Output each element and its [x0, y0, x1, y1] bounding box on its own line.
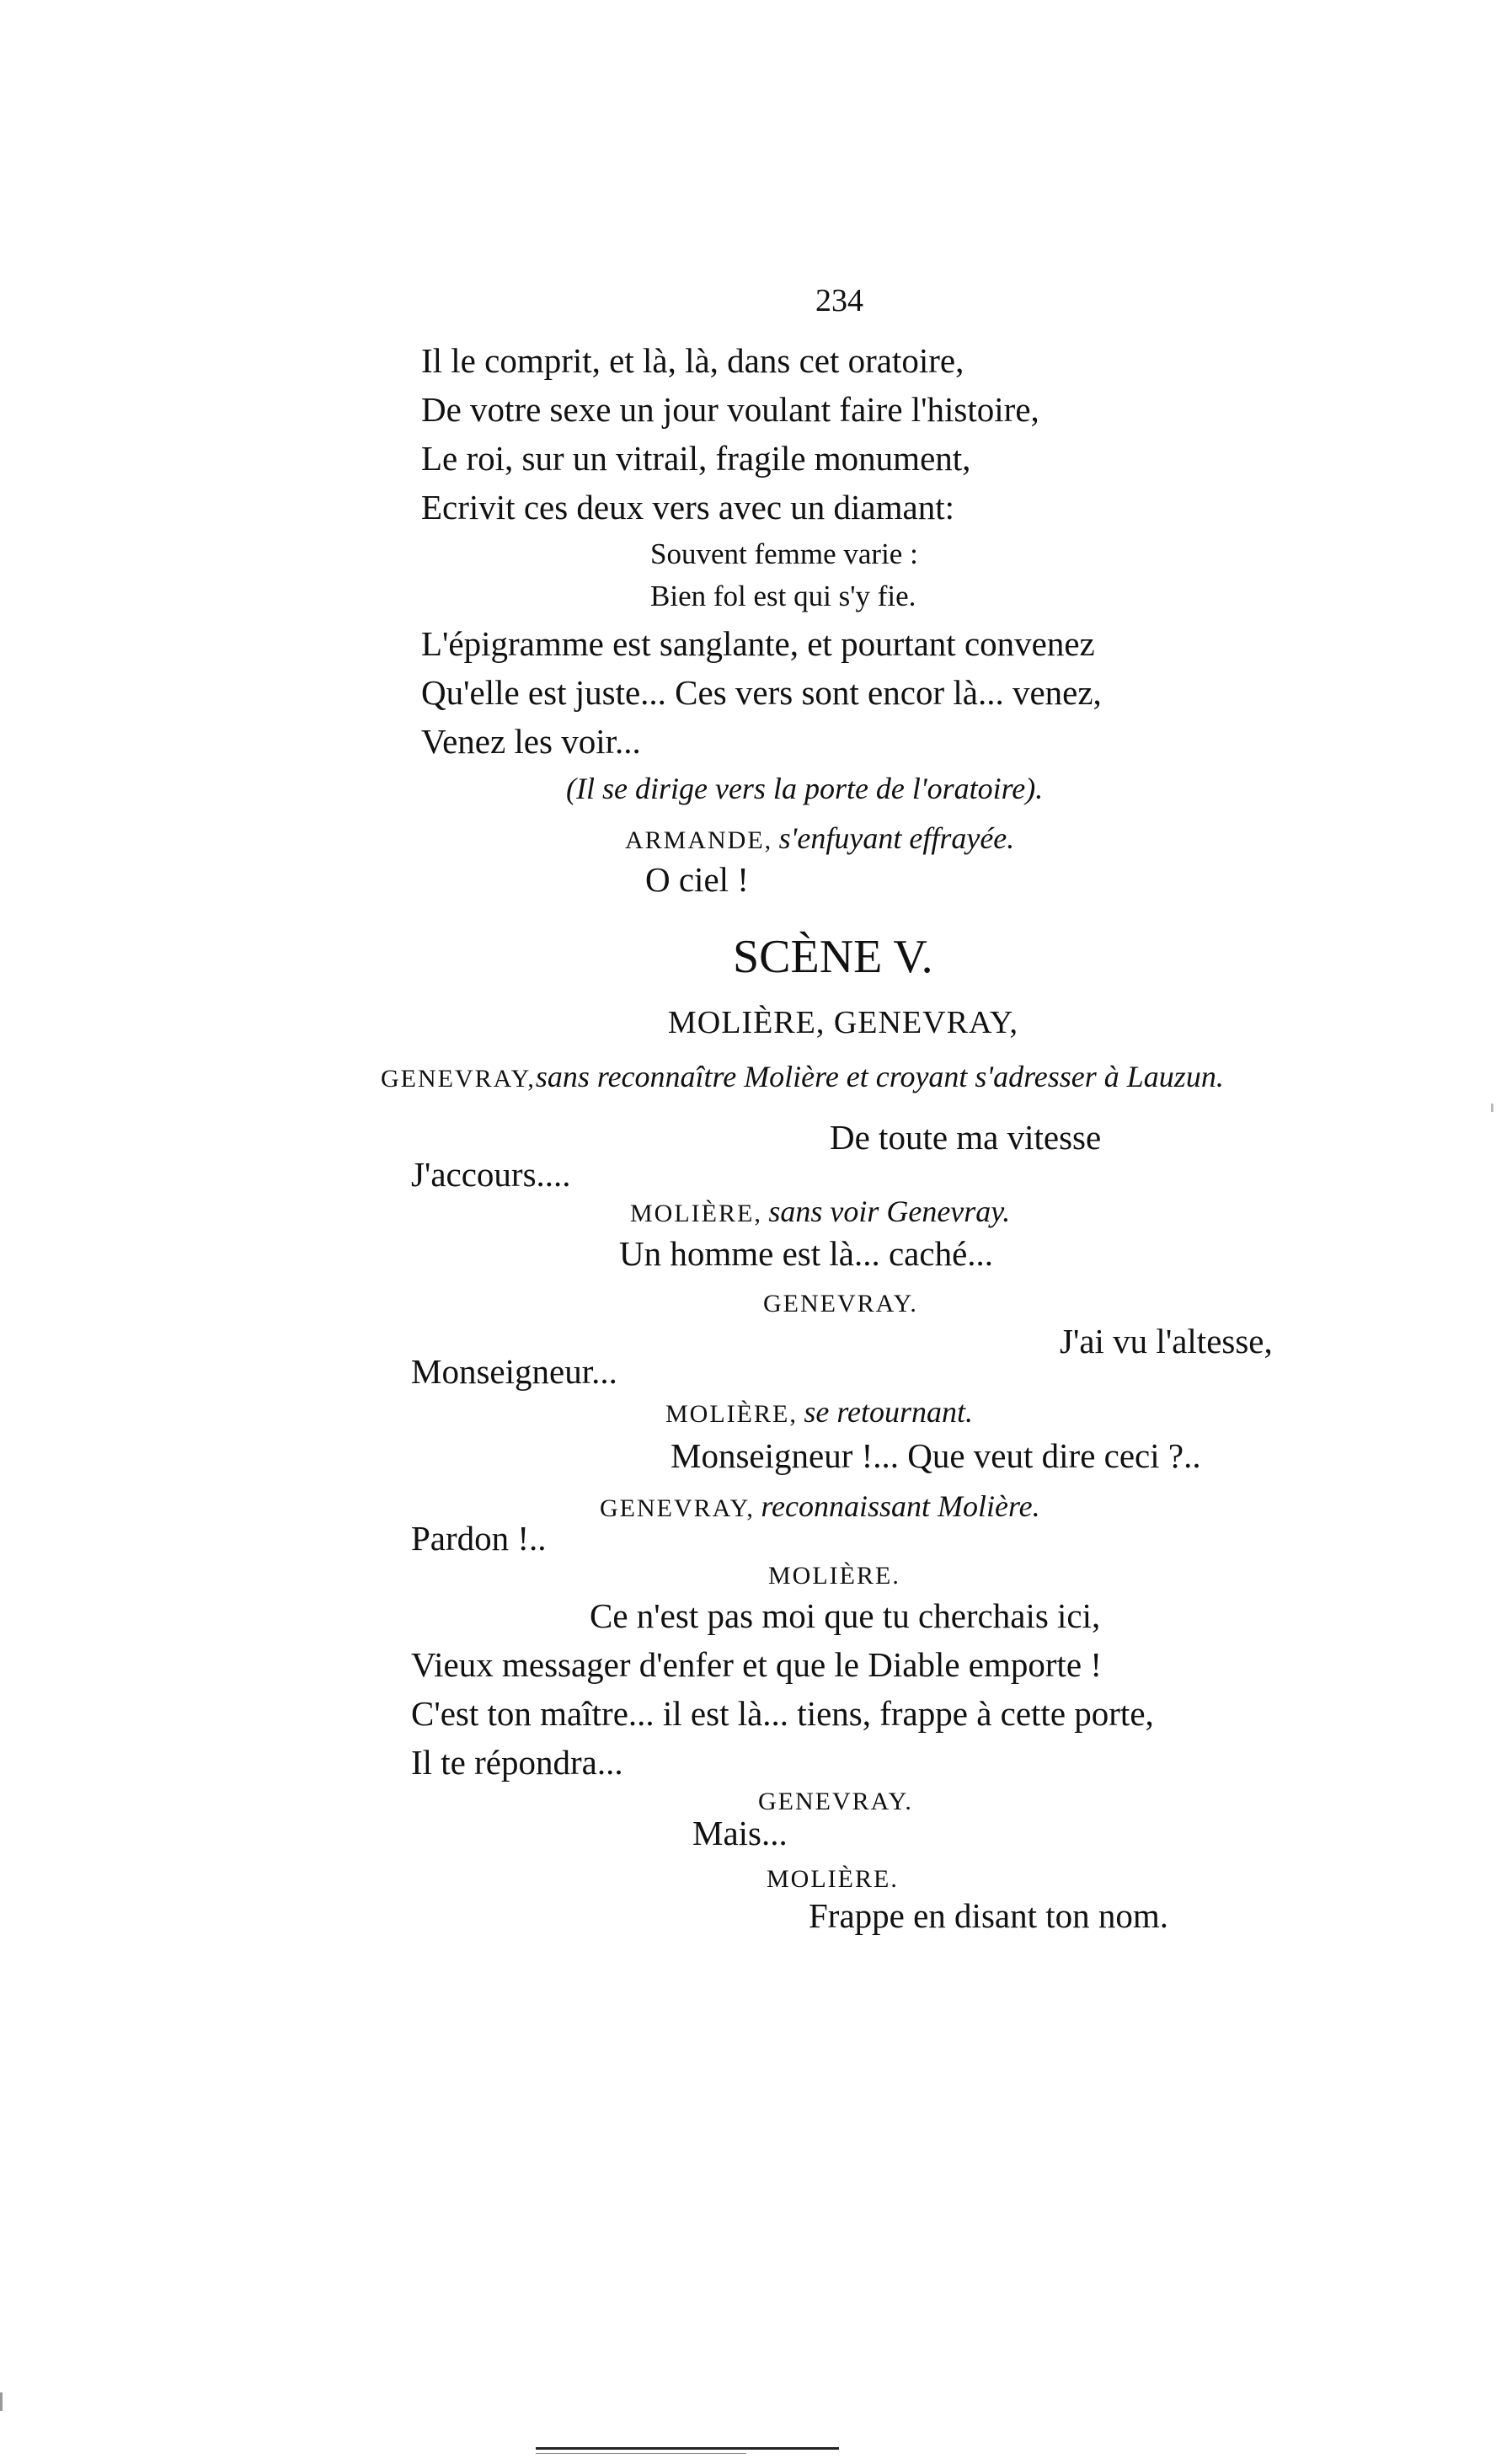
quoted-inscription: Bien fol est qui s'y fie.	[650, 580, 916, 612]
speaker-cue	[665, 1397, 973, 1427]
verse-line: Monseigneur...	[411, 1352, 617, 1391]
verse-line: Qu'elle est juste... Ces vers sont encor là... venez,	[421, 673, 1102, 712]
verse-line: Le roi, sur un vitrail, fragile monument,	[421, 439, 971, 478]
verse-line: De votre sexe un jour voulant faire l'histoire,	[421, 390, 1039, 429]
scene-title: SCÈNE V.	[733, 931, 933, 983]
verse-line: Ecrivit ces deux vers avec un diamant:	[421, 488, 954, 526]
verse-line: J'accours....	[411, 1155, 571, 1194]
verse-line: O ciel !	[645, 860, 749, 899]
verse-line: Venez les voir...	[421, 722, 641, 761]
scan-mark	[1491, 1104, 1493, 1112]
verse-line: C'est ton maître... il est là... tiens, frappe à cette porte,	[411, 1694, 1154, 1733]
speaker-cue	[758, 1789, 913, 1815]
verse-line: Un homme est là... caché...	[619, 1234, 994, 1273]
speaker-direction: sans voir Genevray.	[768, 1195, 1011, 1228]
speaker-name: GENEVRAY,	[381, 1065, 536, 1093]
speaker-name: MOLIÈRE.	[767, 1865, 899, 1893]
speaker-cue	[625, 823, 1014, 853]
speaker-direction: sans reconnaître Molière et croyant s'adresser à Lauzun.	[535, 1060, 1224, 1093]
speaker-direction: s'enfuyant effrayée.	[778, 821, 1015, 855]
speaker-name: GENEVRAY,	[600, 1494, 755, 1522]
page-number: 234	[815, 283, 863, 318]
speaker-name: MOLIÈRE,	[630, 1200, 762, 1227]
speaker-name: ARMANDE,	[625, 826, 773, 854]
speaker-name: MOLIÈRE,	[665, 1400, 798, 1428]
verse-line: Ce n'est pas moi que tu cherchais ici,	[590, 1596, 1101, 1635]
speaker-direction: se retournant.	[804, 1395, 973, 1429]
speaker-direction: reconnaissant Molière.	[761, 1489, 1040, 1523]
speaker-cue	[763, 1291, 918, 1317]
speaker-cue	[630, 1196, 1010, 1227]
verse-line: Il le comprit, et là, là, dans cet oratoire,	[421, 341, 964, 380]
verse-line: Pardon !..	[411, 1519, 547, 1558]
verse-line: Il te répondra...	[411, 1743, 623, 1782]
verse-line: Monseigneur !... Que veut dire ceci ?..	[671, 1436, 1201, 1475]
verse-line: Frappe en disant ton nom.	[809, 1896, 1169, 1935]
scan-mark	[0, 2392, 3, 2411]
speaker-name: GENEVRAY.	[758, 1788, 913, 1815]
footer-rule	[536, 2447, 839, 2450]
speaker-name: GENEVRAY.	[763, 1290, 918, 1318]
footer-rule	[536, 2453, 746, 2454]
verse-line: L'épigramme est sanglante, et pourtant convenez	[421, 624, 1095, 663]
verse-line: J'ai vu l'altesse,	[1060, 1322, 1273, 1360]
speaker-cue	[767, 1867, 899, 1892]
scene-characters: MOLIÈRE, GENEVRAY,	[668, 1005, 1018, 1040]
verse-line: Mais...	[692, 1814, 788, 1852]
speaker-cue	[768, 1563, 900, 1589]
stage-direction: (Il se dirige vers la porte de l'oratoire).	[566, 772, 1044, 805]
speaker-cue	[600, 1491, 1040, 1521]
verse-line: Vieux messager d'enfer et que le Diable emporte !	[411, 1645, 1103, 1684]
speaker-cue	[381, 1061, 1224, 1092]
speaker-name: MOLIÈRE.	[768, 1562, 900, 1590]
quoted-inscription: Souvent femme varie :	[650, 537, 918, 570]
verse-line: De toute ma vitesse	[830, 1118, 1102, 1157]
